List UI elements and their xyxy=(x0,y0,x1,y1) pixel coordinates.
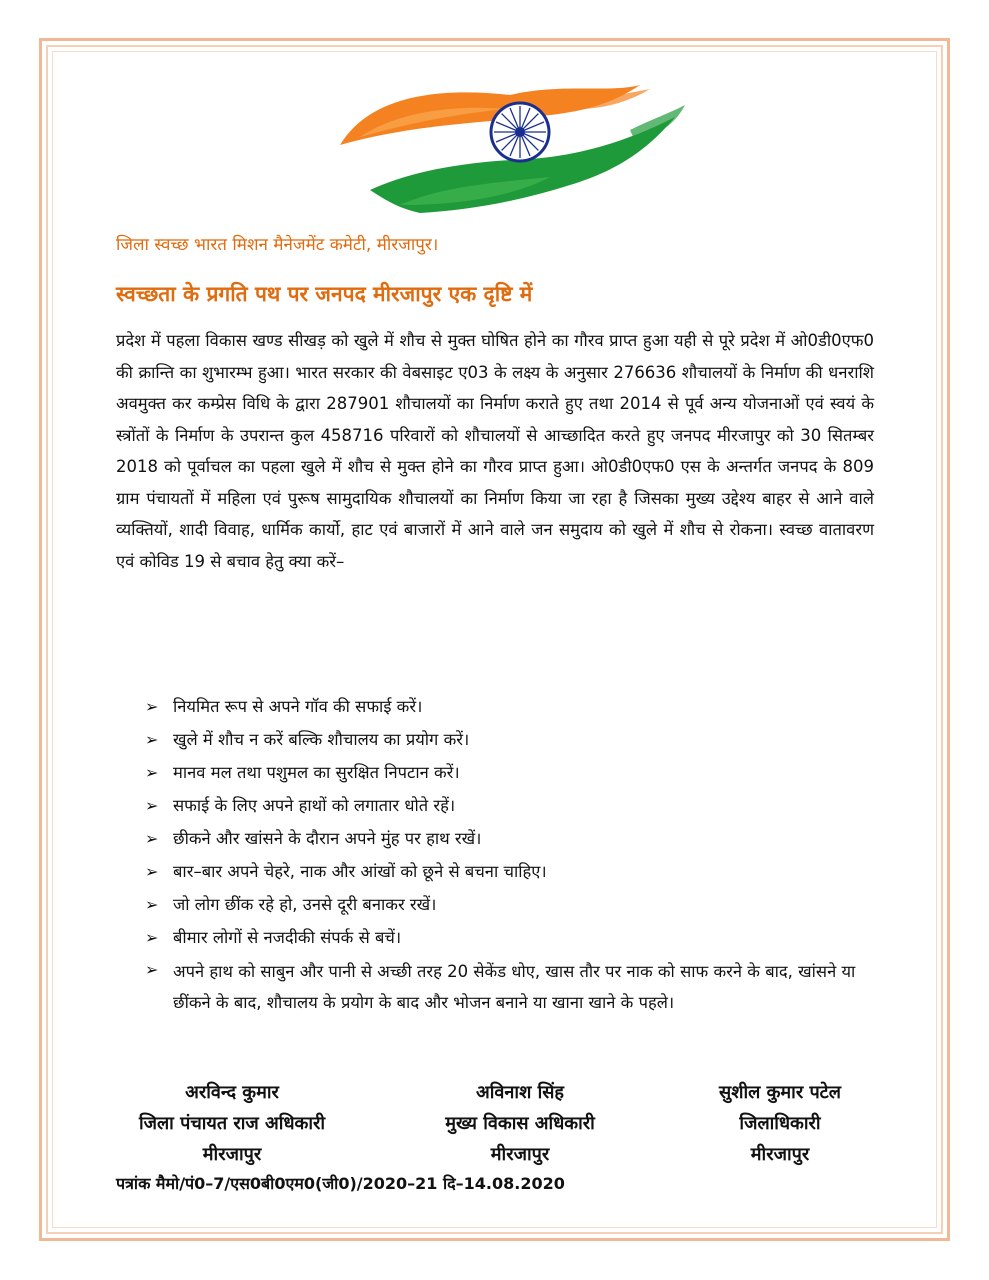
organisation-title: जिला स्वच्छ भारत मिशन मैनेजमेंट कमेटी, मीरजापुर। xyxy=(116,235,439,255)
signatory-place: मीरजापुर xyxy=(202,1144,262,1165)
list-item: ➢ बार–बार अपने चेहरे, नाक और आंखों को छूने से बचना चाहिए। xyxy=(145,855,865,888)
signatory-block-3 xyxy=(690,1077,870,1170)
arrow-bullet-icon: ➢ xyxy=(145,730,159,749)
signatory-designation: जिलाधिकारी xyxy=(739,1113,821,1134)
page-border-inner xyxy=(52,51,937,1228)
document-headline: स्वच्छता के प्रगति पथ पर जनपद मीरजापुर एक दृष्टि में xyxy=(116,282,533,306)
indian-flag-brush-icon xyxy=(330,75,690,225)
signatory-place: मीरजापुर xyxy=(490,1144,550,1165)
list-item: ➢ सफाई के लिए अपने हाथों को लगातार धोते रहें। xyxy=(145,789,865,822)
list-item: ➢ छीकने और खांसने के दौरान अपने मुंह पर हाथ रखें। xyxy=(145,822,865,855)
signatory-block-2 xyxy=(420,1077,620,1170)
list-item: ➢ अपने हाथ को साबुन और पानी से अच्छी तरह 20 सेकेंड धोए, खास तौर पर नाक को साफ करने के बाद, खांसने या छींकने के बाद, शौचालय के प्रयोग के बाद और भोजन बनाने या खाना खाने के पहले। xyxy=(145,954,865,1018)
list-item: ➢ नियमित रूप से अपने गॉव की सफाई करें। xyxy=(145,690,865,723)
signatory-designation: मुख्य विकास अधिकारी xyxy=(445,1113,595,1134)
arrow-bullet-icon: ➢ xyxy=(145,829,159,848)
arrow-bullet-icon: ➢ xyxy=(145,796,159,815)
arrow-bullet-icon: ➢ xyxy=(145,763,159,782)
body-paragraph: प्रदेश में पहला विकास खण्ड सीखड़ को खुले में शौच से मुक्त घोषित होने का गौरव प्राप्त हुआ यही से पूरे प्रदेश में ओ0डी0एफ0 की क्रान्ति का शुभारम्भ हुआ। भारत सरकार की वेबसाइट ए03 के लक्ष्य के अनुसार 276636 शौचालयों के निर्माण की धनराशि अवमुक्त कर कम्प्रेस विधि के द्वारा 287901 शौचालयों का निर्माण कराते हुए तथा 2014 से पूर्व अन्य योजनाओं एवं स्वयं के स्त्रोंतों के निर्माण के उपरान्त कुल 458716 परिवारों को शौचालयों से आच्छादित करते हुए जनपद मीरजापुर को 30 सितम्बर 2018 को पूर्वाचल का पहला खुले में शौच से मुक्त होने का गौरव प्राप्त हुआ। ओ0डी0एफ0 एस के अन्तर्गत जनपद के 809 ग्राम पंचायतों में महिला एवं पुरूष सामुदायिक शौचालयों का निर्माण किया जा रहा है जिसका मुख्य उद्देश्य बाहर से आने वाले व्यक्तियों, शादी विवाह, धार्मिक कार्यो, हाट एवं बाजारों में आने वाले जन समुदाय को खुले में शौच से रोकना। स्वच्छ वातावरण एवं कोविड 19 से बचाव हेतु क्या करें– xyxy=(116,331,874,571)
arrow-bullet-icon: ➢ xyxy=(145,895,159,914)
list-item: ➢ खुले में शौच न करें बल्कि शौचालय का प्रयोग करें। xyxy=(145,723,865,756)
reference-number: पत्रांक मैमो/पं0–7/एस0बी0एम0(जी0)/2020–21 दि–14.08.2020 xyxy=(116,1174,565,1193)
signatory-name: अविनाश सिंह xyxy=(476,1082,564,1103)
signatory-name: सुशील कुमार पटेल xyxy=(719,1082,841,1103)
arrow-bullet-icon: ➢ xyxy=(145,928,159,947)
arrow-bullet-icon: ➢ xyxy=(145,697,159,716)
signatory-name: अरविन्द कुमार xyxy=(185,1082,279,1103)
guidelines-list xyxy=(145,690,865,1018)
list-item: ➢ मानव मल तथा पशुमल का सुरक्षित निपटान करें। xyxy=(145,756,865,789)
signatory-designation: जिला पंचायत राज अधिकारी xyxy=(138,1113,326,1134)
signatory-block-1 xyxy=(116,1077,348,1170)
arrow-bullet-icon: ➢ xyxy=(145,960,159,979)
list-item: ➢ जो लोग छींक रहे हो, उनसे दूरी बनाकर रखें। xyxy=(145,888,865,921)
list-item: ➢ बीमार लोगों से नजदीकी संपर्क से बचें। xyxy=(145,921,865,954)
signatory-place: मीरजापुर xyxy=(750,1144,810,1165)
arrow-bullet-icon: ➢ xyxy=(145,862,159,881)
